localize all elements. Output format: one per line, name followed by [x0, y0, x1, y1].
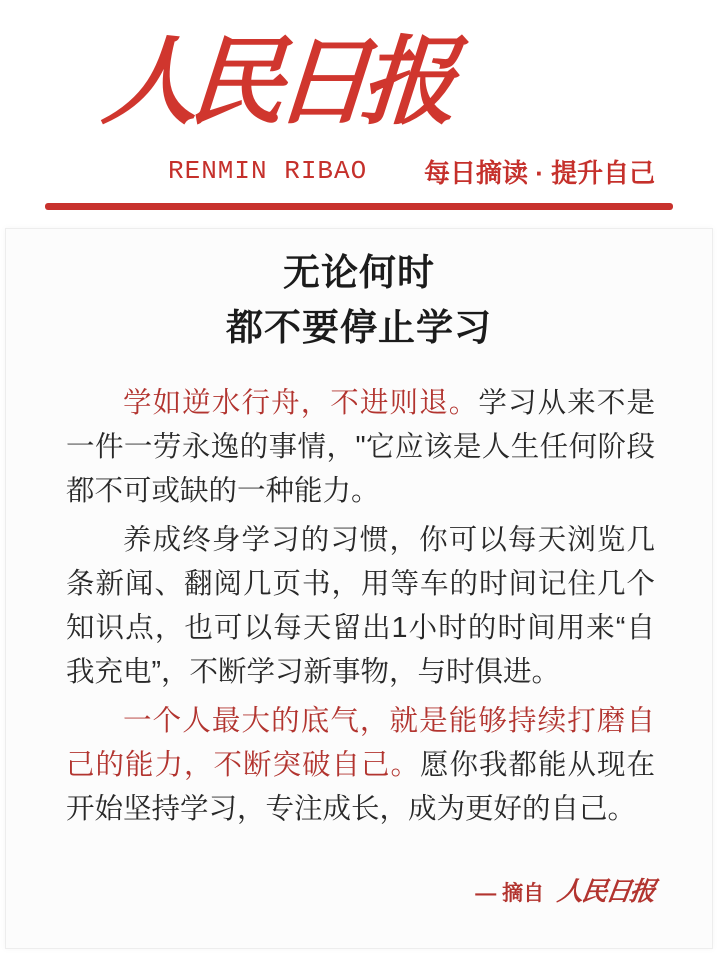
attribution-prefix: — 摘自 [475, 882, 545, 905]
paragraph-2 [66, 518, 655, 694]
renmin-ribao-calligraphy-logo: 人民日报 [99, 29, 451, 136]
highlighted-sentence: 一个人最大的底气，就是能够持续打磨自己的能力，不断突破自己。 [66, 705, 655, 781]
attribution-source-logo: 人民日报 [555, 876, 656, 906]
red-divider-rule [45, 203, 673, 210]
paragraph-text: 养成终身学习的习惯，你可以每天浏览几条新闻、翻阅几页书，用等车的时间记住几个知识点，也可以每天留出1小时的时间用来“自我充电”，不断学习新事物，与时俱进。 [66, 524, 655, 688]
logo-latin-text: RENMIN RIBAO [168, 156, 368, 186]
article-body [66, 381, 655, 831]
title-line-1: 无论何时 [283, 252, 435, 293]
title-line-2: 都不要停止学习 [226, 307, 492, 348]
attribution [6, 871, 654, 908]
paragraph-text: 愿你我都能从现在开始坚持学习，专注成长，成为更好的自己。 [66, 749, 655, 825]
masthead [0, 0, 720, 228]
article-card [5, 228, 713, 949]
paragraph-1 [66, 381, 655, 513]
masthead-tagline: 每日摘读 · 提升自己 [424, 158, 656, 188]
paragraph-3 [66, 699, 655, 831]
article-title [6, 245, 712, 355]
paragraph-text: 学习从来不是一件一劳永逸的事情，"它应该是人生任何阶段都不可或缺的一种能力。 [66, 387, 655, 507]
highlighted-sentence: 学如逆水行舟，不进则退。 [123, 387, 479, 419]
